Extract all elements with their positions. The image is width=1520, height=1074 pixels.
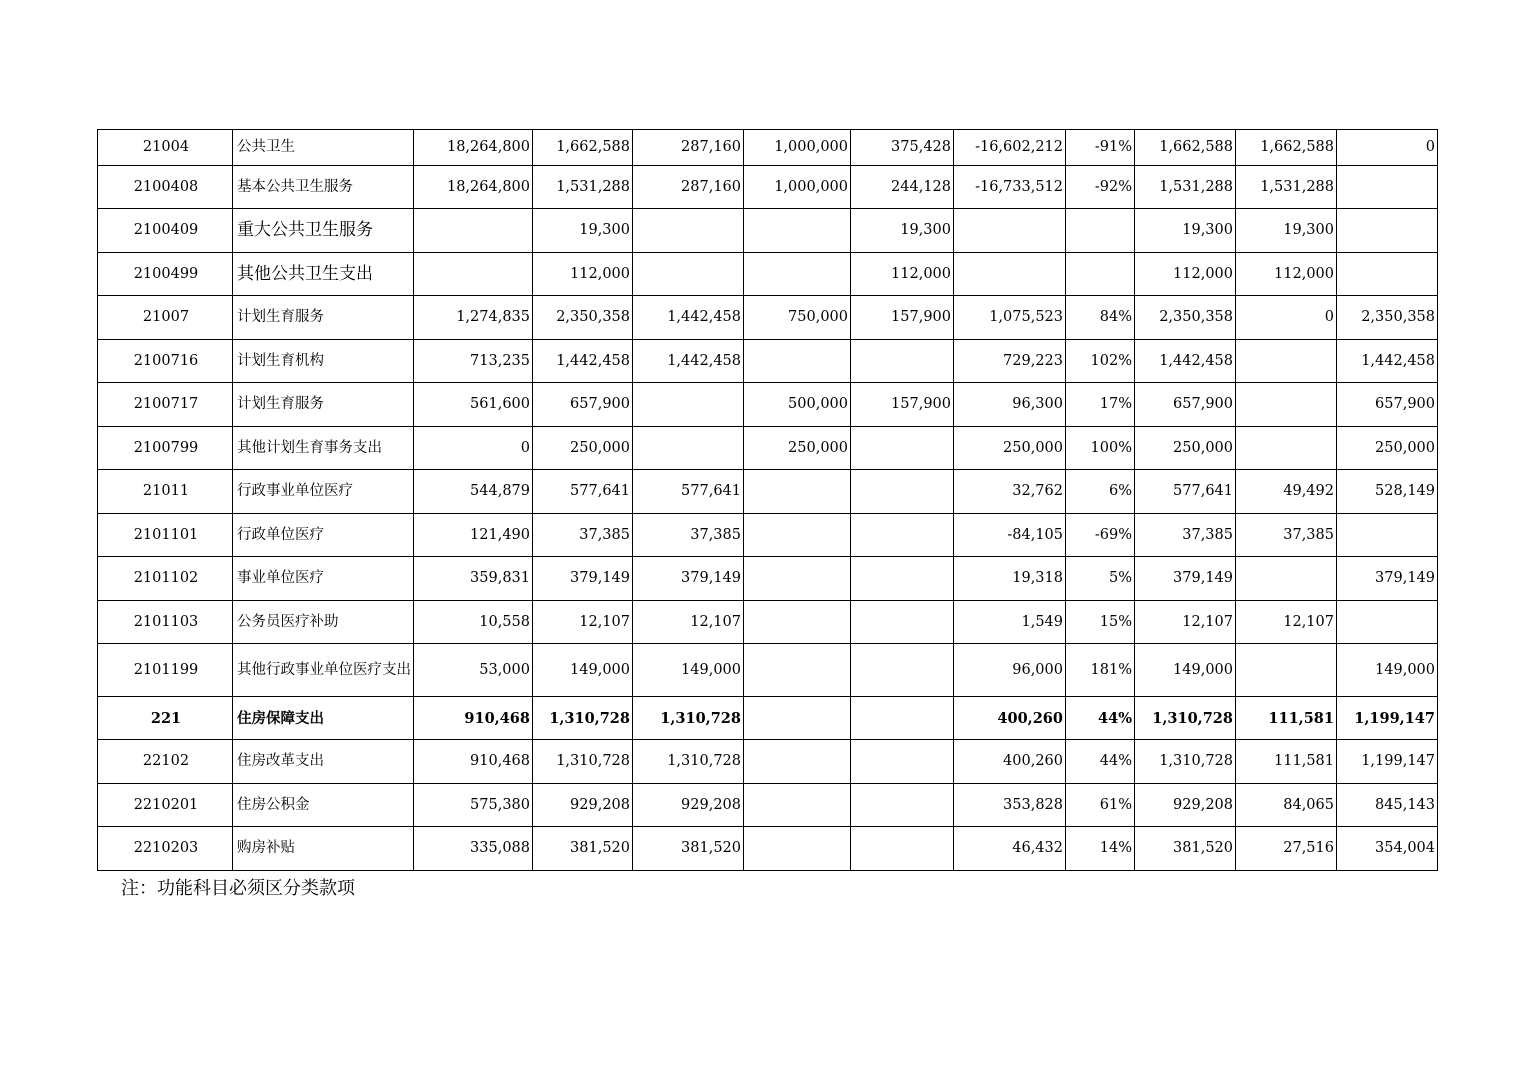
- subject-name: 住房保障支出: [233, 697, 414, 740]
- value-cell-c1: 53,000: [414, 644, 533, 697]
- value-cell-c2: 657,900: [533, 383, 633, 427]
- value-cell-c1: 121,490: [414, 514, 533, 557]
- value-cell-c4: [744, 644, 851, 697]
- value-cell-c8: 1,442,458: [1135, 340, 1236, 383]
- value-cell-c10: 528,149: [1337, 470, 1438, 514]
- subject-code: 2100716: [98, 340, 233, 383]
- subject-name: 计划生育服务: [233, 296, 414, 340]
- value-cell-c1: 0: [414, 427, 533, 470]
- value-cell-c8: 1,310,728: [1135, 740, 1236, 784]
- value-cell-c10: 379,149: [1337, 557, 1438, 601]
- subject-code: 21004: [98, 130, 233, 166]
- subject-code: 2100409: [98, 209, 233, 253]
- table-row: [98, 514, 1438, 557]
- value-cell-c2: 1,531,288: [533, 166, 633, 209]
- value-cell-c5: 112,000: [851, 253, 954, 296]
- subject-code: 2210201: [98, 784, 233, 827]
- table-row: [98, 740, 1438, 784]
- value-cell-c7: [1066, 253, 1135, 296]
- value-cell-c1: [414, 253, 533, 296]
- value-cell-c7: 17%: [1066, 383, 1135, 427]
- table-row: [98, 557, 1438, 601]
- value-cell-c7: 15%: [1066, 601, 1135, 644]
- value-cell-c3: [633, 209, 744, 253]
- value-cell-c4: [744, 827, 851, 871]
- value-cell-c7: 44%: [1066, 697, 1135, 740]
- value-cell-c2: 379,149: [533, 557, 633, 601]
- subject-code: 22102: [98, 740, 233, 784]
- value-cell-c2: 2,350,358: [533, 296, 633, 340]
- value-cell-c8: 381,520: [1135, 827, 1236, 871]
- value-cell-c1: 910,468: [414, 697, 533, 740]
- subject-name: 计划生育服务: [233, 383, 414, 427]
- value-cell-c9: 37,385: [1236, 514, 1337, 557]
- value-cell-c9: 84,065: [1236, 784, 1337, 827]
- value-cell-c4: [744, 253, 851, 296]
- value-cell-c7: 100%: [1066, 427, 1135, 470]
- value-cell-c5: 157,900: [851, 296, 954, 340]
- table-row: [98, 340, 1438, 383]
- value-cell-c6: 729,223: [954, 340, 1066, 383]
- value-cell-c3: 1,310,728: [633, 740, 744, 784]
- value-cell-c3: 287,160: [633, 166, 744, 209]
- subject-name: 基本公共卫生服务: [233, 166, 414, 209]
- table-row: [98, 427, 1438, 470]
- value-cell-c10: [1337, 601, 1438, 644]
- value-cell-c7: -91%: [1066, 130, 1135, 166]
- value-cell-c10: [1337, 209, 1438, 253]
- value-cell-c10: 2,350,358: [1337, 296, 1438, 340]
- subject-name: 购房补贴: [233, 827, 414, 871]
- value-cell-c7: 84%: [1066, 296, 1135, 340]
- value-cell-c3: [633, 253, 744, 296]
- value-cell-c7: 181%: [1066, 644, 1135, 697]
- value-cell-c3: 149,000: [633, 644, 744, 697]
- subject-name: 计划生育机构: [233, 340, 414, 383]
- value-cell-c4: [744, 740, 851, 784]
- value-cell-c1: 575,380: [414, 784, 533, 827]
- table-row: [98, 784, 1438, 827]
- value-cell-c5: 375,428: [851, 130, 954, 166]
- value-cell-c6: 1,075,523: [954, 296, 1066, 340]
- value-cell-c8: 37,385: [1135, 514, 1236, 557]
- subject-name: 其他计划生育事务支出: [233, 427, 414, 470]
- value-cell-c6: -16,733,512: [954, 166, 1066, 209]
- value-cell-c3: 577,641: [633, 470, 744, 514]
- value-cell-c1: 10,558: [414, 601, 533, 644]
- value-cell-c4: 750,000: [744, 296, 851, 340]
- subject-code: 2101199: [98, 644, 233, 697]
- value-cell-c6: 96,300: [954, 383, 1066, 427]
- value-cell-c3: 37,385: [633, 514, 744, 557]
- value-cell-c7: 102%: [1066, 340, 1135, 383]
- value-cell-c4: [744, 470, 851, 514]
- value-cell-c3: 1,442,458: [633, 340, 744, 383]
- value-cell-c2: 37,385: [533, 514, 633, 557]
- table-row: [98, 383, 1438, 427]
- subject-code: 221: [98, 697, 233, 740]
- value-cell-c8: 929,208: [1135, 784, 1236, 827]
- value-cell-c10: 0: [1337, 130, 1438, 166]
- value-cell-c5: [851, 740, 954, 784]
- value-cell-c9: [1236, 557, 1337, 601]
- value-cell-c9: [1236, 644, 1337, 697]
- value-cell-c9: 19,300: [1236, 209, 1337, 253]
- value-cell-c1: 1,274,835: [414, 296, 533, 340]
- value-cell-c7: 6%: [1066, 470, 1135, 514]
- value-cell-c9: [1236, 427, 1337, 470]
- table-row: [98, 253, 1438, 296]
- value-cell-c3: 929,208: [633, 784, 744, 827]
- table-row: [98, 697, 1438, 740]
- subject-code: 2101103: [98, 601, 233, 644]
- subject-name: 住房改革支出: [233, 740, 414, 784]
- value-cell-c4: 1,000,000: [744, 166, 851, 209]
- value-cell-c3: 287,160: [633, 130, 744, 166]
- value-cell-c4: [744, 784, 851, 827]
- subject-code: 2210203: [98, 827, 233, 871]
- value-cell-c1: 18,264,800: [414, 166, 533, 209]
- value-cell-c6: 353,828: [954, 784, 1066, 827]
- value-cell-c9: 111,581: [1236, 740, 1337, 784]
- subject-name: 重大公共卫生服务: [233, 209, 414, 253]
- value-cell-c9: 49,492: [1236, 470, 1337, 514]
- value-cell-c7: 61%: [1066, 784, 1135, 827]
- value-cell-c3: 379,149: [633, 557, 744, 601]
- value-cell-c9: 112,000: [1236, 253, 1337, 296]
- value-cell-c1: 18,264,800: [414, 130, 533, 166]
- value-cell-c5: [851, 784, 954, 827]
- value-cell-c4: [744, 514, 851, 557]
- value-cell-c8: 19,300: [1135, 209, 1236, 253]
- value-cell-c3: [633, 383, 744, 427]
- value-cell-c1: 359,831: [414, 557, 533, 601]
- value-cell-c8: 577,641: [1135, 470, 1236, 514]
- value-cell-c1: 335,088: [414, 827, 533, 871]
- subject-code: 2101102: [98, 557, 233, 601]
- subject-name: 事业单位医疗: [233, 557, 414, 601]
- value-cell-c6: 400,260: [954, 697, 1066, 740]
- subject-name: 公共卫生: [233, 130, 414, 166]
- value-cell-c4: 1,000,000: [744, 130, 851, 166]
- value-cell-c8: 2,350,358: [1135, 296, 1236, 340]
- value-cell-c2: 250,000: [533, 427, 633, 470]
- value-cell-c4: [744, 557, 851, 601]
- value-cell-c2: 1,442,458: [533, 340, 633, 383]
- subject-code: 21011: [98, 470, 233, 514]
- value-cell-c7: 44%: [1066, 740, 1135, 784]
- value-cell-c8: 379,149: [1135, 557, 1236, 601]
- table-row: [98, 601, 1438, 644]
- value-cell-c4: 250,000: [744, 427, 851, 470]
- subject-code: 2100499: [98, 253, 233, 296]
- value-cell-c7: -69%: [1066, 514, 1135, 557]
- table-row: [98, 130, 1438, 166]
- subject-name: 公务员医疗补助: [233, 601, 414, 644]
- table-row: [98, 644, 1438, 697]
- value-cell-c2: 1,310,728: [533, 697, 633, 740]
- value-cell-c3: 1,442,458: [633, 296, 744, 340]
- value-cell-c6: 46,432: [954, 827, 1066, 871]
- value-cell-c7: 14%: [1066, 827, 1135, 871]
- value-cell-c6: [954, 209, 1066, 253]
- value-cell-c1: 910,468: [414, 740, 533, 784]
- value-cell-c8: 12,107: [1135, 601, 1236, 644]
- value-cell-c5: [851, 514, 954, 557]
- subject-code: 2100717: [98, 383, 233, 427]
- value-cell-c8: 1,662,588: [1135, 130, 1236, 166]
- value-cell-c5: [851, 340, 954, 383]
- value-cell-c8: 112,000: [1135, 253, 1236, 296]
- value-cell-c8: 149,000: [1135, 644, 1236, 697]
- value-cell-c10: 354,004: [1337, 827, 1438, 871]
- value-cell-c5: [851, 427, 954, 470]
- subject-name: 行政单位医疗: [233, 514, 414, 557]
- value-cell-c10: [1337, 514, 1438, 557]
- value-cell-c2: 577,641: [533, 470, 633, 514]
- value-cell-c2: 1,310,728: [533, 740, 633, 784]
- subject-name: 行政事业单位医疗: [233, 470, 414, 514]
- value-cell-c4: [744, 209, 851, 253]
- value-cell-c6: [954, 253, 1066, 296]
- value-cell-c9: 0: [1236, 296, 1337, 340]
- value-cell-c7: 5%: [1066, 557, 1135, 601]
- value-cell-c7: -92%: [1066, 166, 1135, 209]
- value-cell-c9: [1236, 340, 1337, 383]
- value-cell-c1: 561,600: [414, 383, 533, 427]
- value-cell-c6: -84,105: [954, 514, 1066, 557]
- value-cell-c10: 1,199,147: [1337, 697, 1438, 740]
- value-cell-c10: 1,199,147: [1337, 740, 1438, 784]
- value-cell-c8: 1,531,288: [1135, 166, 1236, 209]
- value-cell-c4: [744, 340, 851, 383]
- value-cell-c6: 400,260: [954, 740, 1066, 784]
- value-cell-c5: 244,128: [851, 166, 954, 209]
- value-cell-c9: 1,531,288: [1236, 166, 1337, 209]
- value-cell-c3: 381,520: [633, 827, 744, 871]
- value-cell-c4: 500,000: [744, 383, 851, 427]
- value-cell-c8: 250,000: [1135, 427, 1236, 470]
- value-cell-c2: 112,000: [533, 253, 633, 296]
- value-cell-c4: [744, 697, 851, 740]
- value-cell-c9: 27,516: [1236, 827, 1337, 871]
- value-cell-c10: 1,442,458: [1337, 340, 1438, 383]
- value-cell-c5: [851, 557, 954, 601]
- value-cell-c6: -16,602,212: [954, 130, 1066, 166]
- subject-name: 其他行政事业单位医疗支出: [233, 644, 414, 697]
- value-cell-c10: 657,900: [1337, 383, 1438, 427]
- value-cell-c5: 19,300: [851, 209, 954, 253]
- value-cell-c5: [851, 644, 954, 697]
- value-cell-c5: 157,900: [851, 383, 954, 427]
- value-cell-c10: [1337, 166, 1438, 209]
- value-cell-c6: 19,318: [954, 557, 1066, 601]
- value-cell-c7: [1066, 209, 1135, 253]
- value-cell-c10: [1337, 253, 1438, 296]
- value-cell-c3: 12,107: [633, 601, 744, 644]
- table-row: [98, 209, 1438, 253]
- value-cell-c10: 845,143: [1337, 784, 1438, 827]
- value-cell-c2: 12,107: [533, 601, 633, 644]
- value-cell-c5: [851, 827, 954, 871]
- value-cell-c6: 1,549: [954, 601, 1066, 644]
- table-row: [98, 296, 1438, 340]
- subject-name: 住房公积金: [233, 784, 414, 827]
- budget-table: [97, 129, 1438, 871]
- value-cell-c6: 32,762: [954, 470, 1066, 514]
- value-cell-c8: 657,900: [1135, 383, 1236, 427]
- table-row: [98, 166, 1438, 209]
- value-cell-c1: 713,235: [414, 340, 533, 383]
- value-cell-c9: 111,581: [1236, 697, 1337, 740]
- value-cell-c9: 12,107: [1236, 601, 1337, 644]
- value-cell-c6: 250,000: [954, 427, 1066, 470]
- value-cell-c10: 250,000: [1337, 427, 1438, 470]
- value-cell-c5: [851, 601, 954, 644]
- value-cell-c9: 1,662,588: [1236, 130, 1337, 166]
- table-row: [98, 827, 1438, 871]
- value-cell-c2: 929,208: [533, 784, 633, 827]
- value-cell-c6: 96,000: [954, 644, 1066, 697]
- value-cell-c3: 1,310,728: [633, 697, 744, 740]
- value-cell-c9: [1236, 383, 1337, 427]
- subject-name: 其他公共卫生支出: [233, 253, 414, 296]
- value-cell-c4: [744, 601, 851, 644]
- subject-code: 2100799: [98, 427, 233, 470]
- value-cell-c5: [851, 470, 954, 514]
- value-cell-c2: 19,300: [533, 209, 633, 253]
- footnote: 注：功能科目必须区分类款项: [121, 878, 355, 899]
- value-cell-c5: [851, 697, 954, 740]
- subject-code: 2101101: [98, 514, 233, 557]
- table-row: [98, 470, 1438, 514]
- value-cell-c3: [633, 427, 744, 470]
- value-cell-c1: [414, 209, 533, 253]
- subject-code: 21007: [98, 296, 233, 340]
- value-cell-c2: 1,662,588: [533, 130, 633, 166]
- value-cell-c8: 1,310,728: [1135, 697, 1236, 740]
- value-cell-c10: 149,000: [1337, 644, 1438, 697]
- subject-code: 2100408: [98, 166, 233, 209]
- value-cell-c1: 544,879: [414, 470, 533, 514]
- value-cell-c2: 381,520: [533, 827, 633, 871]
- value-cell-c2: 149,000: [533, 644, 633, 697]
